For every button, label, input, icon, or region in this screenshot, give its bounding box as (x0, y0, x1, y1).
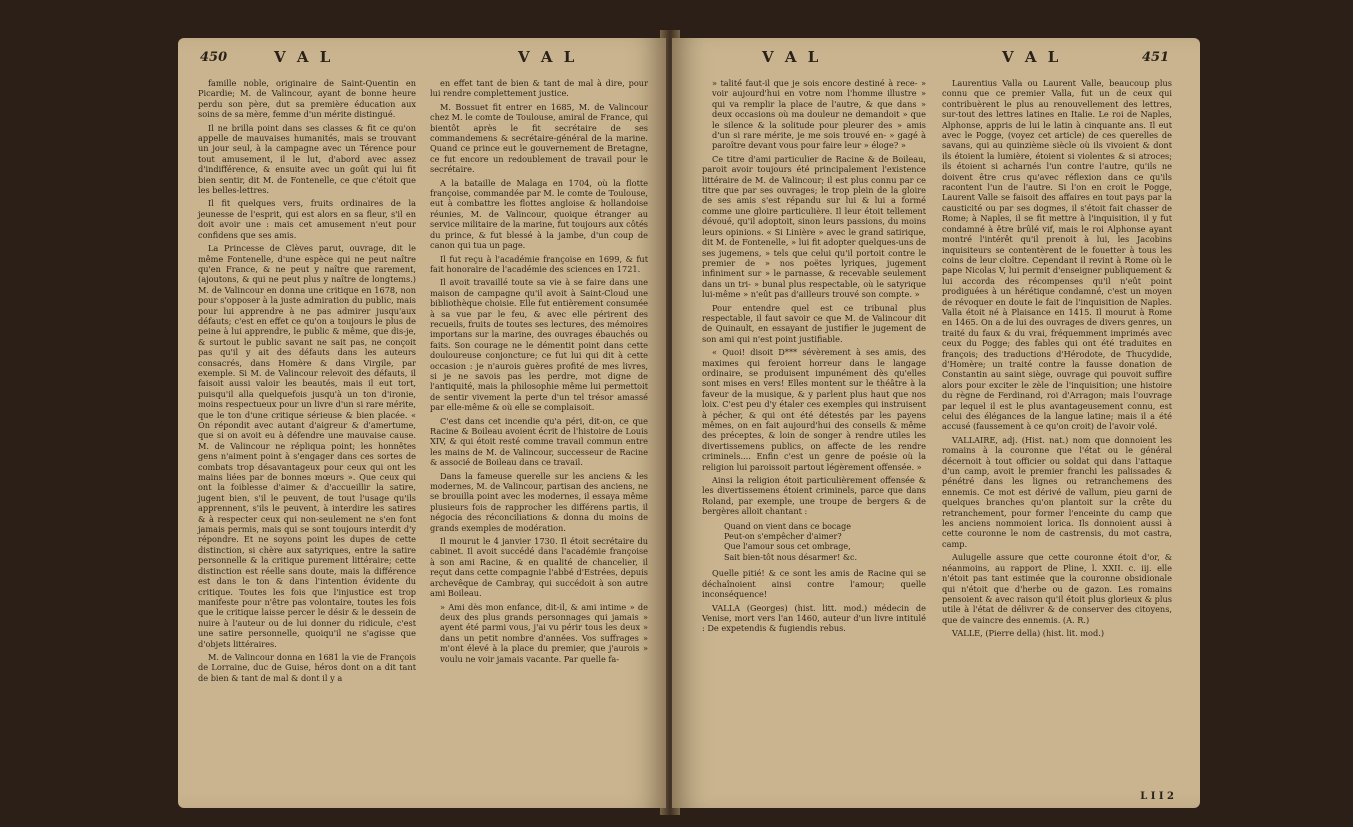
paragraph: Laurentius Valla ou Laurent Valle, beaucoup plus connu que ce premier Valla, fut un de ceux qui contribuèrent le plus au renouvellement des lettres, sur-tout des lettres latines en Italie. Le roi de Naples, Alphonse, appris de lui le latin à cinquante ans. Il eut avec le Pogge, (voyez cet article) de ces querelles de savans, qui au quinzième siècle où ils vivoient & dont ils étoient la lumière, étoient si violentes & si atroces; ils étoient si acharnés l'un contre l'autre, qu'ils ne doivent être crus qu'avec réflexion dans ce qu'ils racontent l'un de l'autre. Si l'on en croit le Pogge, Laurent Valle se faisoit des affaires en tout pays par la causticité ou par ses dogmes, il s'étoit fait chasser de Rome; à Naples, il se fit mettre à l'inquisition, il y fut condamné à être brûlé vif, mais le roi Alphonse ayant montré l'intérêt qu'il prenoit à lui, les Jacobins inquisiteurs se contentèrent de le fouetter à tous les coins de leur cloître. Cependant il revint à Rome où le pape Nicolas V, lui permit d'enseigner publiquement & lui accorda des récompenses qu'il n'eût point prodiguées à un hérétique condamné, c'est un moyen de révoquer en doute le fait de l'inquisition de Naples. Valla étoit né à Plaisance en 1415. Il mourut à Rome en 1465. On a de lui des ouvrages de divers genres, un traité du faux & du vrai, fréquemment imprimés avec ceux du Pogge; des fables qui ont été traduites en françois; des traductions d'Hérodote, de Thucydide, d'Homère; un traité contre la fausse donation de Constantin au saint siège, ouvrage qui pouvoit suffire alors pour exciter le zèle de l'inquisition; une histoire du règne de Ferdinand, roi d'Arragon; mais l'ouvrage par lequel il est le plus avantageusement connu, est celui des élégances de la langue latine; mais il a été accusé (faussement à ce qu'on croit) de l'avoir volé. (942, 78, 1172, 432)
left-column-2 (430, 78, 648, 667)
paragraph: VALLAIRE, adj. (Hist. nat.) nom que donnoient les romains à la couronne que l'état ou le général décernoit à tout officier ou soldat qui dans l'attaque d'un camp, avoit le premier franchi les palissades & pénétré dans les lignes ou retranchemens des ennemis. Ce mot est dérivé de vallum, pieu garni de quelques branches qu'on plantoit sur la crête du retranchement, pour former l'enceinte du camp que les anciens nommoient lorica. Ils donnoient aussi à cette couronne le nom de castrensis, du mot castra, camp. (942, 434, 1172, 549)
page-number-right: 451 (1142, 50, 1170, 65)
quotation: » Ami dès mon enfance, dit-il, & ami intime » de deux des plus grands personnages qui jamais » ayent été parmi vous, j'ai vu périr tous les deux » dans un petit nombre d'années. Vos suffrages » m'ont élevé à la place du premier, que j'aurois » voulu ne voir jamais vacante. Par quelle fa- (440, 601, 648, 664)
signature-mark: L I I 2 (1140, 791, 1174, 802)
paragraph: Il fut reçu à l'académie françoise en 1699, & fut fait honoraire de l'académie des sciences en 1721. (430, 253, 648, 274)
paragraph: VALLA (Georges) (hist. litt. mod.) médecin de Venise, mort vers l'an 1460, auteur d'un livre intitulé : De expetendis & fugiendis rebus. (702, 602, 926, 634)
left-page (178, 38, 666, 808)
paragraph: VALLE, (Pierre della) (hist. lit. mod.) (952, 628, 1105, 639)
running-header-left-2: V A L (518, 48, 578, 66)
paragraph: Il fit quelques vers, fruits ordinaires de la jeunesse de l'esprit, qui est alors en sa fleur, s'il en doit avoir une : mais cet amusement n'eut pour confidens que ses amis. (198, 198, 416, 240)
paragraph: M. de Valincour donna en 1681 la vie de François de Lorraine, duc de Guise, héros dont on a dit tant de bien & tant de mal & dont il y a (198, 651, 416, 683)
verse-line: Quand on vient dans ce bocage (724, 521, 852, 531)
paragraph: Ce titre d'ami particulier de Racine & de Boileau, paroit avoir toujours été principalement l'existence littéraire de M. de Valincour; il est plus connu par ce titre que par ses ouvrages; le trop plein de la gloire de ses amis s'est répandu sur lui & lui a formé comme une gloire particulière. Il leur étoit tellement dévoué, qu'il adoptoit, sinon leurs passions, du moins leurs opinions. « Si Linière » avec le grand satirique, dit M. de Fontenelle, » lui fit adopter quelques-uns de ses jugemens, » tels que celui qu'il portoit contre le premier de » nos poëtes lyriques, jugement infiniment sur » le parnasse, & recevable seulement dans un tri- » bunal plus respectable, où le satyrique lui-même » n'eût pas d'ailleurs trouvé son compte. » (702, 153, 926, 300)
right-column-2 (942, 78, 1172, 642)
running-header-right-2: V A L (1002, 48, 1062, 66)
paragraph: en effet tant de bien & tant de mal à dire, pour lui rendre complettement justice. (430, 78, 648, 99)
paragraph: Ainsi la religion étoit particulièrement offensée & les divertissemens étoient criminels, parce que dans Roland, par exemple, une troupe de bergers & de bergères alloit chantant : (702, 475, 926, 517)
page-number-left: 450 (200, 50, 228, 65)
verse-line: Que l'amour sous cet ombrage, (724, 542, 851, 552)
paragraph: Aulugelle assure que cette couronne étoit d'or, & néanmoins, au rapport de Pline, l. XXII. c. iij. elle n'étoit pas tant estimée que la couronne obsidionale qui n'étoit que d'herbe ou de gazon. Les romains pensoient & avec raison qu'il étoit plus glorieux & plus utile à l'état de délivrer & de conserver des citoyens, que de vaincre des ennemis. (A. R.) (942, 552, 1172, 625)
left-column-1 (198, 78, 416, 686)
paragraph: M. Bossuet fit entrer en 1685, M. de Valincour chez M. le comte de Toulouse, amiral de France, qui bientôt après le fit secrétaire de ses commandemens & secrétaire-général de la marine. Quand ce prince eut le gouvernement de Bretagne, ce fut encore un redoublement de travail pour le secrétaire. (430, 101, 648, 175)
paragraph: A la bataille de Malaga en 1704, où la flotte françoise, commandée par M. le comte de Toulouse, eut à combattre les flottes angloise & hollandoise réunies, M. de Valincour, quoique étranger au service militaire de la marine, fut toujours aux côtés du prince, & fut blessé à la jambe, d'un coup de canon qui tua un page. (430, 177, 648, 251)
right-column-1 (702, 78, 926, 637)
paragraph: Il ne brilla point dans ses classes & fit ce qu'on appelle de mauvaises humanités, mais se trouvant un jour seul, à la campagne avec un Térence pour tout amusement, il le lut, d'abord avec assez d'indifférence, & ensuite avec un goût qui lui fit bien sentir, dit M. de Fontenelle, ce que c'étoit que les belles-lettres. (198, 122, 416, 196)
paragraph: La Princesse de Clèves parut, ouvrage, dit le même Fontenelle, d'une espèce qui ne peut naître qu'en France, & ne peut y naître que rarement, (ajoutons, & qui ne peut plus y naître de longtems.) M. de Valincour en donna une critique en 1678, non pour s'opposer à la juste admiration du public, mais pour lui apprendre à ne pas admirer jusqu'aux défauts; c'est en effet ce qu'on a toujours le plus de peine à lui apprendre, le public & même, que dis-je, & surtout le public savant ne sait pas, ne conçoit pas qu'il y ait des défauts dans les auteurs consacrés, dans Homère & dans Virgile, par exemple. Si M. de Valincour relevoit des défauts, il faisoit aussi valoir les beautés, mais il eut tort, puisqu'il alla quelquefois jusqu'à un ton d'ironie, moins respectueux pour un livre d'un si rare mérite, que le ton d'une critique sérieuse & bien placée. « On répondit avec autant d'aigreur & d'amertume, que si on avoit eu à défendre une mauvaise cause. M. de Valincour ne répliqua point; les honnêtes gens n'aiment point à s'engager dans ces sortes de combats trop désavantageux pour ceux qui ont les mains liées par de bonnes mœurs ». Que ceux qui ont la foiblesse d'aimer & d'accueillir la satire, jugent bien, s'il le peuvent, de tout l'usage qu'ils apprennent, s'ils le peuvent, à interdire les satires & à respecter ceux qui non-seulement ne s'en font jamais permis, mais qui se sont toujours interdit d'y répondre. Et ne soyons point les dupes de cette distinction, si chère aux satyriques, entre la satire personnelle & la critique purement littéraire; cette distinction est réelle sans doute, mais la différence est dans le ton & dans l'intention évidente du critique. Toutes les fois que l'injustice est trop manifeste pour n'être pas volontaire, toutes les fois que le critique laisse percer le désir & le dessein de nuire à l'auteur ou de lui donner du ridicule, c'est une satire personnelle, quoiqu'il ne s'agisse que d'objets littéraires. (198, 243, 416, 649)
quotation: » talité faut-il que je sois encore destiné à rece- » voir aujourd'hui en votre nom l'homme illustre » qui va remplir la place de l'autre, & que dans » deux occasions où ma douleur ne demandoit » que le silence & la solitude pour pleurer des » amis d'un si rare mérite, je me sois trouvé en- » gagé à paroître devant vous pour faire leur » éloge? » (712, 78, 926, 151)
paragraph: Quelle pitié! & ce sont les amis de Racine qui se déchaînoient ainsi contre l'amour; quelle inconséquence! (702, 568, 926, 600)
running-header-left-1: V A L (274, 48, 334, 66)
running-header-right-1: V A L (762, 48, 822, 66)
verse-block (724, 522, 926, 564)
verse-line: Peut-on s'empêcher d'aimer? (724, 532, 842, 542)
paragraph: famille noble, originaire de Saint-Quentin en Picardie; M. de Valincour, ayant de bonne heure perdu son père, dut sa première éducation aux soins de sa mère, femme d'un mérite distingué. (198, 78, 416, 120)
right-page (672, 38, 1200, 808)
paragraph: Pour entendre quel est ce tribunal plus respectable, il faut savoir ce que M. de Valincour dit de Quinault, en essayant de justifier le jugement de son ami qui n'est point justifiable. (702, 302, 926, 344)
paragraph: Il avoit travaillé toute sa vie à se faire dans une maison de campagne qu'il avoit à Saint-Cloud une bibliothèque choisie. Elle fut entièrement consumée à sa vue par le feu, & avec elle périrent des recueils, fruits de toutes ses lectures, des mémoires importans sur la marine, des ouvrages ébauchés ou faits. Son courage ne le démentit point dans cette douloureuse conjoncture; ce fut lui qui dit à cette occasion : je n'aurois guères profité de mes livres, si je ne savois pas les perdre, mot digne de l'antiquité, mais la philosophie même lui permettoit de sentir vivement la perte d'un tel trésor amassé par elle-même & où elle se complaisoit. (430, 277, 648, 413)
paragraph: C'est dans cet incendie qu'a péri, dit-on, ce que Racine & Boileau avoient écrit de l'histoire de Louis XIV, & qui étoit resté comme travail commun entre les mains de M. de Valincour, successeur de Racine & associé de Boileau dans ce travail. (430, 415, 648, 468)
paragraph: Il mourut le 4 janvier 1730. Il étoit secrétaire du cabinet. Il avoit succédé dans l'académie françoise à son ami Racine, & en qualité de chancelier, il reçut dans cette compagnie l'abbé d'Estrées, depuis archevêque de Cambray, qui succédoit à son autre ami Boileau. (430, 536, 648, 599)
paragraph: « Quoi! disoit D*** sévèrement à ses amis, des maximes qui feroient horreur dans le langage ordinaire, se produisent impunément dès qu'elles sont mises en vers! Elles montent sur le théâtre à la faveur de la musique, & y parlent plus haut que nos loix. C'est peu d'y étaler ces exemples qui instruisent à pécher, & qui ont été détestés par les payens mêmes, on en fait aujourd'hui des conseils & même des préceptes, & loin de songer à rendre utiles les divertissemens publics, on affecte de les rendre criminels.... Enfin c'est un genre de poésie où la religion lui paroissoit partout légèrement offensée. » (702, 347, 926, 472)
paragraph: Dans la fameuse querelle sur les anciens & les modernes, M. de Valincour, partisan des anciens, ne se brouilla point avec les modernes, il essaya même plusieurs fois de rapprocher les différens partis, il négocia des réconciliations & donna du moins de grands exemples de modération. (430, 470, 648, 533)
verse-line: Sait bien-tôt nous désarmer! &c. (724, 552, 857, 562)
